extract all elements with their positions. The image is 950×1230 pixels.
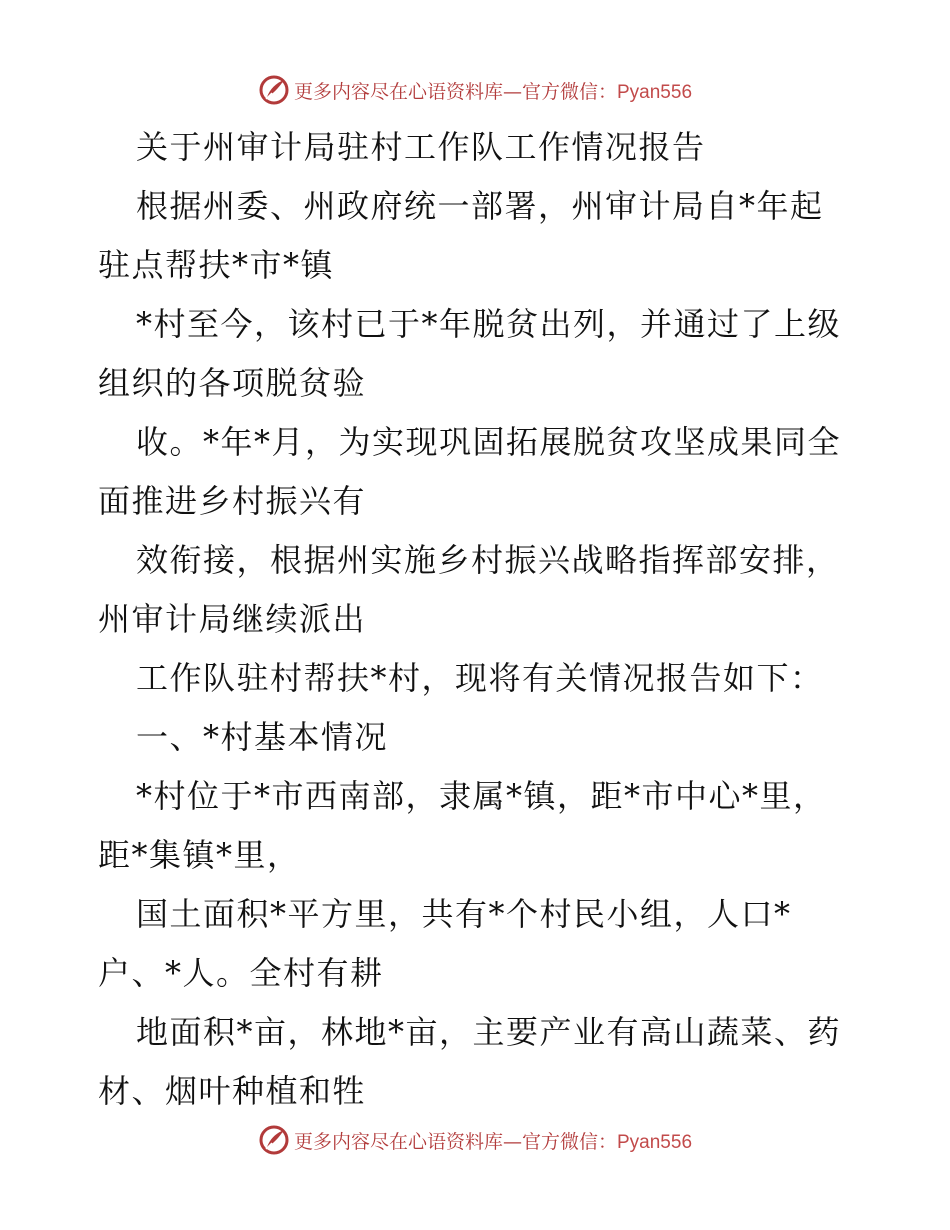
paragraph-line: 收。*年*月，为实现巩固拓展脱贫攻坚成果同全: [136, 423, 842, 461]
feather-pen-icon: [258, 1124, 290, 1156]
paragraph-line: 国土面积*平方里，共有*个村民小组，人口*: [136, 895, 792, 933]
paragraph-line: 工作队驻村帮扶*村，现将有关情况报告如下：: [136, 659, 824, 697]
paragraph-line: 根据州委、州政府统一部署，州审计局自*年起: [136, 187, 824, 225]
paragraph-line: 组织的各项脱贫验: [98, 364, 367, 402]
feather-pen-icon: [258, 74, 290, 106]
paragraph-line: 州审计局继续派出: [98, 600, 367, 638]
watermark-text: 更多内容尽在心语资料库—官方微信：Pyan556: [293, 80, 693, 103]
paragraph-line: *村至今，该村已于*年脱贫出列，并通过了上级: [136, 305, 842, 343]
paragraph-line: 距*集镇*里，: [98, 836, 301, 874]
paragraph-line: 面推进乡村振兴有: [98, 482, 367, 520]
document-title: 关于州审计局驻村工作队工作情况报告: [136, 128, 706, 166]
document-body: [98, 118, 858, 1121]
watermark-text: 更多内容尽在心语资料库—官方微信：Pyan556: [293, 1130, 693, 1153]
paragraph-line: 效衔接，根据州实施乡村振兴战略指挥部安排，: [136, 541, 840, 579]
header-watermark: [0, 70, 950, 110]
footer-watermark: [0, 1120, 950, 1160]
paragraph-line: *村位于*市西南部，隶属*镇，距*市中心*里，: [136, 777, 827, 815]
paragraph-line: 材、烟叶种植和牲: [98, 1072, 367, 1110]
section-heading: 一、*村基本情况: [136, 718, 389, 756]
paragraph-line: 地面积*亩，林地*亩，主要产业有高山蔬菜、药: [136, 1013, 842, 1051]
paragraph-line: 驻点帮扶*市*镇: [98, 246, 335, 284]
paragraph-line: 户、*人。全村有耕: [98, 954, 384, 992]
